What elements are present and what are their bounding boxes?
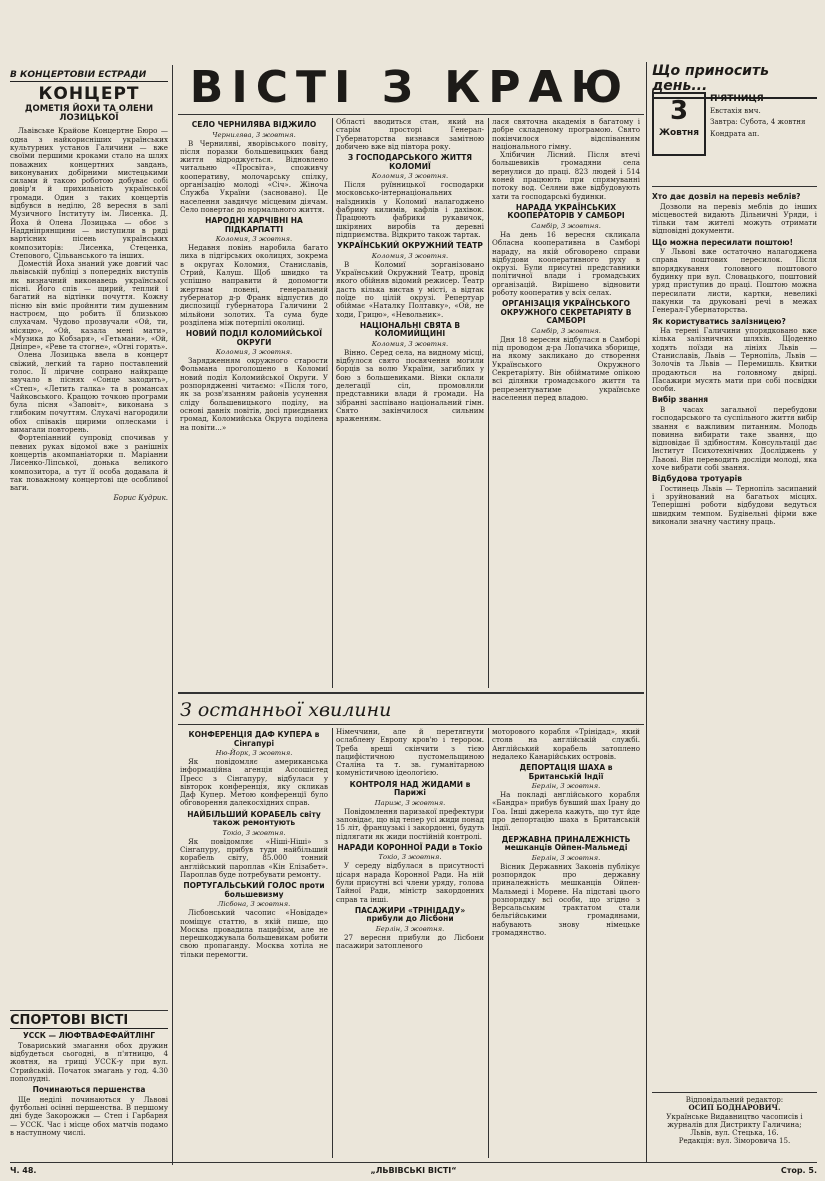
news-dateline: Коломия, 3 жовтня.	[371, 251, 449, 260]
news-dateline: Самбір, 3 жовтня.	[531, 326, 601, 335]
news-headline: З ГОСПОДАРСЬКОГО ЖИТТЯ КОЛОМИЇ	[347, 153, 473, 171]
masthead	[180, 62, 640, 114]
info-paragraph: На терені Галичини упорядковано вже кілька залізничних шляхів. Щоденно ходять поїзди на лініях Львів — Станиславів, Львів — Тернопіль, Львів — Золочів та Львів — Перемишль. Квитки продаються на головному двірці. Пасажири мусять мати при собі посвідки особи.	[652, 326, 817, 394]
news-headline: НАРАДА УКРАЇНСЬКИХ КООПЕРАТОРІВ У САМБОРІ	[507, 202, 625, 221]
info-paragraph: У Львові вже остаточно налагоджена справа поштових пересилок. Після впорядкування головного поштового будинку при вул. Словацького, поштовий уряд приступив до праці. Поштою можна пересилати листи, картки, невеликі пакунки та друковані речі в межах Генерал-Губернаторства.	[652, 247, 817, 315]
tomorrow: Завтра: Субота, 4 жовтня	[710, 117, 806, 127]
latest-title: З останньої хвилини	[180, 699, 392, 721]
newspaper-name: „ЛЬВІВСЬКІ ВІСТІ“	[370, 1166, 457, 1175]
news-paragraph: Після руїнницької господарки московсько-інтернаціональних наїздників у Коломиї налагоджено фабрику килимів, кафлів і дахівок. Працюють фабрики рукавичок, шкіряних виробів та деревні підприємства. Відкрито також тартак.	[336, 180, 484, 239]
latest-column-1	[180, 728, 328, 1158]
news-headline: НАРОДНІ ХАРЧІВНІ НА ПІДКАРПАТТІ	[205, 216, 303, 234]
section-label: В КОНЦЕРТОВІЙ ЕСТРАДИ	[10, 70, 168, 82]
footer-rule	[10, 1162, 817, 1163]
news-dateline: Коломия, 3 жовтня.	[371, 172, 449, 181]
news-headline: НОВИЙ ПОДІЛ КОЛОМИЙСЬКОЇ ОКРУГИ	[185, 329, 323, 347]
info-headline: Як користуватись залізницею?	[652, 316, 786, 326]
imprint	[652, 1096, 817, 1160]
column-rule	[332, 118, 333, 688]
news-paragraph: В Черниляві, яворівського повіту, після поразки большевицьких банд життя відроджується. Відновлено читальню «Просвіта», споживчу кооперативу, молочарську спілку, організацію молоді «Січ». Жіноча Служба України (засновано). Це населення завдячує місцевим діячам. Село повертає до нормального життя.	[180, 138, 328, 214]
column-rule	[332, 728, 333, 1158]
sport-paragraph: Ще неділі починаються у Львові футбольні осінні першенства. В першому дні буде Закорожжя — Степ і Гарбарня — УССК. Час і місце обох матчів подамо в наступному числі.	[10, 1094, 168, 1137]
news-paragraph: Дня 18 вересня відбулася в Самборі під проводом д-ра Лопачика зборище, на якому закликано до створення Українського Окружного Секретаріяту. Він обійматиме опікою всі ділянки громадського життя та репрезентуватиме українське населення перед владою.	[492, 334, 640, 402]
news-column-3	[492, 118, 640, 688]
column-rule	[646, 62, 647, 1162]
divider	[652, 1092, 817, 1093]
column-rule	[488, 728, 489, 1158]
article-subtitle: ДОМЕТІЯ ЙОХИ ТА ОЛЕНИ ЛОЗИЦЬКОЇ	[24, 103, 154, 124]
news-dateline: Берлін, 3 жовтня.	[531, 782, 601, 791]
column-rule	[172, 65, 173, 1165]
news-headline: ПОРТУГАЛЬСЬКИЙ ГОЛОС проти большевизму	[183, 881, 325, 899]
news-headline: ДЕПОРТАЦІЯ ШАХА в Британській Індії	[519, 763, 613, 781]
divider	[178, 114, 644, 115]
news-headline: УКРАЇНСЬКИЙ ОКРУЖНИЙ ТЕАТР	[337, 241, 483, 251]
news-column-1	[180, 118, 328, 688]
news-paragraph: Зарядженням окружного старости Фольманa проголошено в Коломиї новий поділ Коломийської Округи. У розпорядженні читаємо: «Після того, як за розв'язанням районів усунення сліду большевицького поділу, на основі давніх повітів, досі приєднаних громад, Коломийська Округа поділена на повіти...»	[180, 356, 328, 432]
divider	[178, 692, 644, 694]
news-paragraph: На покладі англійського корабля «Бандра» прибув бувший шах Ірану до Гоа. Інші джерела кажуть, що тут йде про депортацію шаха в Британській Індії.	[492, 790, 640, 833]
latest-column-2	[336, 728, 484, 1158]
latest-news-title	[180, 698, 640, 722]
info-headline: Що можна пересилати поштою!	[652, 237, 794, 247]
saint-name: Кондрата ап.	[710, 128, 760, 138]
news-paragraph: Німеччини, але й перетягнути ослаблену Европу кров'ю і терором. Треба вреші скінчити з тією пацифістичною пустомельщиною Сталіна та т. зв. гуманітарною комуністичною ідеологією.	[336, 728, 484, 778]
news-headline: СЕЛО ЧЕРНИЛЯВА ВІДЖИЛО	[191, 120, 317, 129]
news-dateline: Коломия, 3 жовтня.	[371, 339, 449, 348]
editor-label: Відповідальний редактор:	[685, 1096, 784, 1104]
news-dateline: Лісбона, 3 жовтня.	[217, 900, 291, 909]
article-paragraph: Доместій Йоха знаний уже довгий час львівській публіці з попередніх виступів як визначний виконавець української пісні. Його спів — щирий, теплий і багатий на відтінки почуття. Кожну пісню він вміє пройняти тим душевним настроєм, що робить її близькою слухачам. Чудово прозвучали «Ой, ти, місяцю», «Ой, казала мені мати», «Музика до Кобзаря», «Гетьмани», «Ой, Дніпре», «Ревe та стогне», «Огні горять».	[10, 259, 168, 352]
sport-headline: Починаються першенства	[32, 1085, 146, 1095]
info-paragraph: Дозволи на перевіз меблів до інших місцевостей видають Дільничні Уряди, і тільки там жителі можуть отримати відповідні документи.	[652, 201, 817, 236]
news-dateline: Чернилява, 3 жовтня.	[212, 130, 296, 139]
concert-article	[10, 70, 168, 1000]
sport-headline: УССК — ЛЮФТВАФЕФАЙТЛІНГ	[22, 1031, 156, 1041]
info-headline: Хто дає дозвіл на перевіз меблів?	[652, 192, 801, 201]
news-dateline: Коломия, 3 жовтня.	[215, 235, 293, 244]
redaction-address: Редакція: вул. Зіморовича 15.	[678, 1136, 791, 1146]
editor-name: ОСИП БОДНАРОВИЧ.	[688, 1103, 781, 1113]
news-headline: ОРГАНІЗАЦІЯ УКРАЇНСЬКОГО ОКРУЖНОГО СЕКРЕТАРІЯТУ В САМБОРІ	[500, 299, 632, 326]
day-box	[652, 92, 706, 156]
day-number: 3	[669, 96, 689, 126]
news-paragraph: Лісбонський часопис «Новідаде» поміщує статтю, в якій пише, що Москва провадила пацифізм, але не перешкоджувала большевикам робити свою пропаганду. Москва хотіла не тільки перемогти.	[180, 908, 328, 959]
sport-section	[10, 1014, 168, 1159]
news-headline: ДЕРЖАВНА ПРИНАЛЕЖНІСТЬ мешканців Ойпен-Мальмеді	[501, 834, 631, 853]
news-dateline: Берлін, 3 жовтня.	[375, 924, 445, 933]
news-paragraph: моторового корабля «Трінідад», який стояв на англійській службі. Англійський корабель затоплено недалеко Канарійських островів.	[492, 728, 640, 761]
article-title: КОНЦЕРТ	[38, 84, 140, 104]
article-paragraph: Олена Лозицька ввела в концерт свіжий, легкий та гарно поставлений голос. Її ліричне сопрано найкраще звучало в піснях «Сонце заходить», «Степ», «Летить галка» та в романсах Чайковського. Кращою точкою програми була пісня «Заповіт», виконана з глибоким почуттям. Слухачі нагородили обох співаків щирими оплесками і вимагали повторень.	[10, 350, 168, 435]
column-rule	[488, 118, 489, 688]
divider	[178, 724, 644, 725]
news-paragraph: Як повідомляє американська інформаційна агенція Ассошієтед Пресс з Сінгапуру, відбулася у вівторок конференція, яку скликав Даф Купер. Метою конференції було обговорення далекосхідних справ.	[180, 757, 328, 808]
masthead-title: ВІСТІ З КРАЮ	[189, 62, 631, 113]
publisher-address: Львів, вул. Стецька, 16.	[690, 1128, 779, 1138]
news-paragraph: Хлібичин Лісний. Після втечі большевиків громадяни села вернулися до праці. 823 людей і 514 коней працюють при спрямуванні потоку вод. Селяни вже відбудовують хати та господарські будинки.	[492, 150, 640, 201]
info-paragraph: В часах загальної перебудови господарського та суспільного життя вибір звання є важливим питанням. Молодь повинна вибирати таке звання, що відповідає її здібностям. Консультації дає Інститут Психотехнічних Досліджень у Львові. Він переводить досліди молоді, яка хоче вибрати собі звання.	[652, 404, 817, 473]
day-details	[710, 94, 816, 138]
news-paragraph: У середу відбулася в присутності цісаря нарада Коронної Ради. На ній були присутні всі члени уряду, голова Тайної Ради, міністр закордонних справ та інші.	[336, 861, 484, 904]
article-paragraph: Фортепіанний супровід спочивав у певних руках відомої вже з ранішніх концертів акомпаніаторки п. Маріанни Лисенко-Ліпської, донька великого композитора, а тут її особа додавала й так поважному концертові ще особливої ваги.	[10, 433, 168, 493]
news-paragraph: В Коломиї зорганізовано Український Окружний Театр, провід якого обійняв відомий режисер. Театр дасть кілька вистав у місті, а відтак поїде по цілій окрузі. Репертуар обіймає «Наталку Полтавку», «Ой, не ходи, Грицю», «Невольник».	[336, 259, 484, 319]
news-dateline: Коломия, 3 жовтня.	[215, 348, 293, 357]
latest-column-3	[492, 728, 640, 1158]
footer	[10, 1164, 817, 1179]
news-dateline: Токіо, 3 жовтня.	[378, 853, 442, 862]
news-paragraph: Області вводиться стан, який на старім просторі Генерал-Губернаторства визнався замітною добичею вже від півтора року.	[336, 118, 484, 151]
day-month: Жовтня	[658, 128, 700, 138]
news-dateline: Берлін, 3 жовтня.	[531, 853, 601, 862]
info-paragraph: Гостинець Львів — Тернопіль засипаний і зруйнований на багатьох місцях. Теперішні роботи відбудови ведуться швидким темпом. Будівельні фірми вже виконали значну частину праць.	[652, 483, 817, 526]
news-headline: КОНТРОЛЯ НАД ЖИДАМИ в Парижі	[349, 779, 471, 798]
news-paragraph: Як повідомляє «Ніші-Ніші» з Сінгапуру, прибув туди найбільший корабель світу, 85.000 тонний англійський пароплав «Кін Елізабет». Пароплав буде потребувати ремонту.	[180, 836, 328, 879]
news-headline: НАЙБІЛЬШИЙ КОРАБЕЛЬ світу також ремонтують	[187, 809, 321, 828]
calendar-title: Що приносить день...	[652, 64, 817, 99]
news-headline: НАЦІОНАЛЬНІ СВЯТА В КОЛОМИЙЩИНІ	[359, 320, 461, 339]
news-column-2	[336, 118, 484, 688]
news-paragraph: Вісник Державних Законів публікує розпорядок про державну приналежність мешканців Ойпен-Мальмеді і Морене. На підставі цього розпорядку всі особи, що згідно з Версальським трактатом стали бельгійськими громадянами, набувають знову німецьке громадянство.	[492, 861, 640, 938]
news-paragraph: На день 16 вересня скликала Обласна кооперативна в Самборі нараду, на якій обговорено справи відбудови кооперативного руху в окрузі. Були присутні представники політичної влади і громадських організацій. Вирішено відновити роботу кооператив у всіх селах.	[492, 229, 640, 298]
news-dateline: Ню-Йорк, 3 жовтня.	[215, 749, 293, 757]
news-paragraph: Вінно. Серед села, на видному місці, відбулося свято посвячення могили борців за волю України, загиблих у бою з большевиками. Вінки склали делегації сіл, промовляли представники влади й громади. На зібранні заспівано національний гімн. Свято закінчилося сильним враженням.	[336, 347, 484, 424]
news-paragraph: лася святочна академія в багатому і добре складеному програмою. Свято покінчилося відспіванням національного гімну.	[492, 118, 640, 151]
weekday: П'ЯТНИЦЯ	[710, 94, 764, 104]
news-dateline: Париж, 3 жовтня.	[374, 798, 446, 807]
page-number: Стор. 5.	[780, 1166, 817, 1175]
saint-name: Евстахія вмч.	[710, 106, 761, 115]
info-column	[652, 190, 817, 1030]
news-paragraph: Повідомлення паризької префектури заповідає, що від тепер усі жиди понад 15 літ, французькі і закордонні, будуть підлягати як жиди постійній контролі.	[336, 806, 484, 841]
news-headline: ПАСАЖИРИ «ТРІНІДАДУ» прибули до Лісбони	[354, 905, 466, 924]
news-paragraph: Недавня повінь наробила багато лиха в підгірських околицях, зокрема в округах Коломия, Станиславів, Стрий, Калуш. Щоб швидко та успішно направити й допомогти жертвам повені, генеральний губернатор д-р Франк відпустив до диспозиції губернатора Галичини 2 мільйони золотих. Та сума буде розділена між потерпілі околиці.	[180, 243, 328, 327]
info-headline: Відбудова тротуарів	[652, 474, 742, 484]
article-paragraph: Львівське Крайове Концертне Бюро — одна з найкорисніших українських культурних установ Галичини — вже своїми першими кроками стало на шлях поважних концертних завдань, виконуваних добірними мистецькими силами й такою роботою добуває собі довір'я й прихильність української громади. Один з таких концертів відбувся в неділю, 28 вересня в залі Музичного Інституту ім. Лисенка. Д. Йоха й Олена Лозицька — обоє з Наддніпрянщини — виступили в ряді вартісних пісень українських композиторів: Лисенка, Стеценка, Степового, Сільванського та інших.	[10, 126, 168, 260]
divider	[652, 186, 817, 187]
article-signature: Борис Кудрик.	[113, 493, 168, 503]
news-headline: НАРАДИ КОРОННОЇ РАДИ в Токіо	[337, 842, 483, 852]
info-headline: Вибір звання	[652, 395, 709, 405]
news-paragraph: 27 вересня прибули до Лісбони пасажири затопленого	[336, 932, 484, 951]
sport-title: СПОРТОВІ ВІСТІ	[10, 1014, 168, 1029]
sport-paragraph: Товариський змагання обох дружин відбудеться сьогодні, в п'ятницю, 4 жовтня, на грищі УССК-у при вул. Стрийській. Початок змагань у год. 4.30 пополудні.	[10, 1040, 168, 1083]
divider	[10, 1010, 168, 1011]
publisher: Українське Видавництво часописів і журналів для Дистрикту Галичина;	[666, 1111, 803, 1129]
calendar-box	[652, 64, 817, 184]
news-dateline: Токіо, 3 жовтня.	[222, 828, 286, 837]
issue-number: Ч. 48.	[10, 1166, 37, 1175]
news-dateline: Самбір, 3 жовтня.	[531, 221, 601, 230]
news-headline: КОНФЕРЕНЦІЯ ДАФ КУПЕРА в Сінгапурі	[188, 730, 320, 748]
